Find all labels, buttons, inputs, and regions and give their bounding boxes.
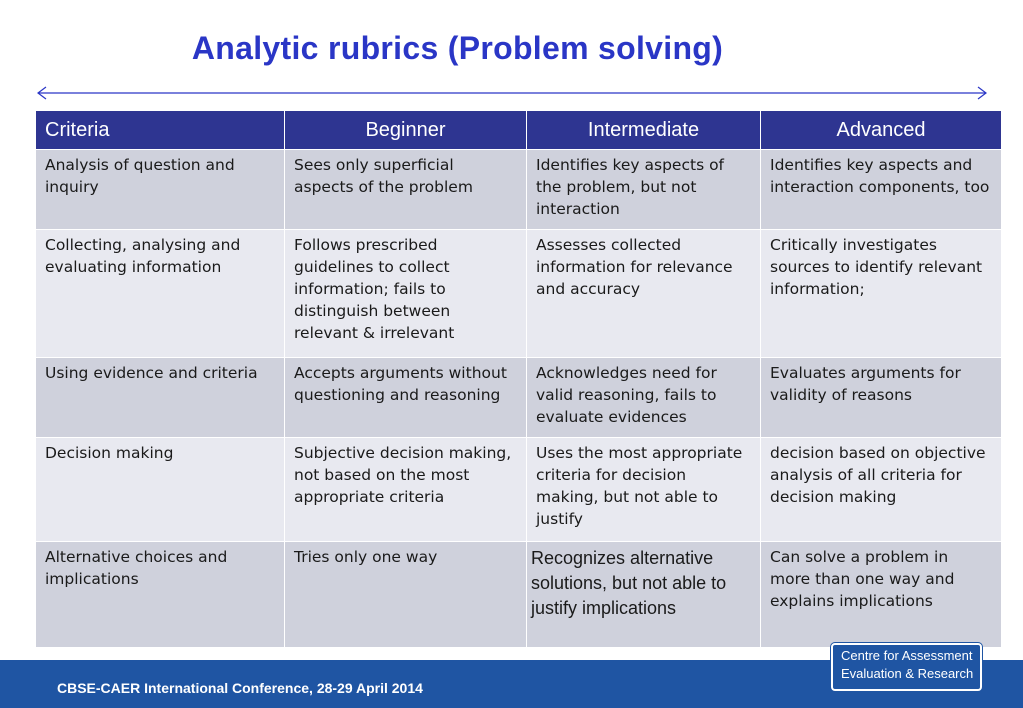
table-row — [36, 358, 1002, 438]
caer-logo — [831, 643, 982, 691]
table-row — [36, 230, 1002, 358]
header-intermediate: Intermediate — [527, 111, 761, 150]
conference-footer-text: CBSE-CAER International Conference, 28-29 April 2014 — [57, 680, 423, 696]
advanced-cell: decision based on objective analysis of all criteria for decision making — [761, 438, 1002, 542]
advanced-cell: Evaluates arguments for validity of reasons — [761, 358, 1002, 438]
intermediate-cell: Identifies key aspects of the problem, but not interaction — [527, 150, 761, 230]
header-advanced: Advanced — [761, 111, 1002, 150]
intermediate-cell: Acknowledges need for valid reasoning, fails to evaluate evidences — [527, 358, 761, 438]
logo-line-1: Centre for Assessment — [841, 648, 973, 663]
criteria-cell: Decision making — [36, 438, 285, 542]
criteria-cell: Using evidence and criteria — [36, 358, 285, 438]
beginner-cell: Tries only one way — [285, 542, 527, 648]
slide-title: Analytic rubrics (Problem solving) — [191, 30, 724, 66]
beginner-cell: Follows prescribed guidelines to collect information; fails to distinguish between relevant & irrelevant — [285, 230, 527, 358]
beginner-cell: Accepts arguments without questioning and reasoning — [285, 358, 527, 438]
advanced-cell: Identifies key aspects and interaction components, too — [761, 150, 1002, 230]
rubric-table — [35, 110, 1002, 648]
advanced-cell: Can solve a problem in more than one way and explains implications — [761, 542, 1002, 648]
header-criteria: Criteria — [36, 111, 285, 150]
beginner-cell: Sees only superficial aspects of the problem — [285, 150, 527, 230]
table-row — [36, 542, 1002, 648]
criteria-cell: Collecting, analysing and evaluating information — [36, 230, 285, 358]
table-row — [36, 150, 1002, 230]
header-beginner: Beginner — [285, 111, 527, 150]
intermediate-cell: Assesses collected information for relevance and accuracy — [527, 230, 761, 358]
table-row — [36, 438, 1002, 542]
criteria-cell: Alternative choices and implications — [36, 542, 285, 648]
logo-line-2: Evaluation & Research — [841, 666, 974, 681]
intermediate-cell: Uses the most appropriate criteria for decision making, but not able to justify — [527, 438, 761, 542]
intermediate-cell: Recognizes alternative solutions, but not able to justify implications — [527, 542, 761, 648]
advanced-cell: Critically investigates sources to identify relevant information; — [761, 230, 1002, 358]
table-header-row — [36, 111, 1002, 150]
beginner-cell: Subjective decision making, not based on the most appropriate criteria — [285, 438, 527, 542]
double-arrow-icon — [36, 86, 988, 100]
criteria-cell: Analysis of question and inquiry — [36, 150, 285, 230]
